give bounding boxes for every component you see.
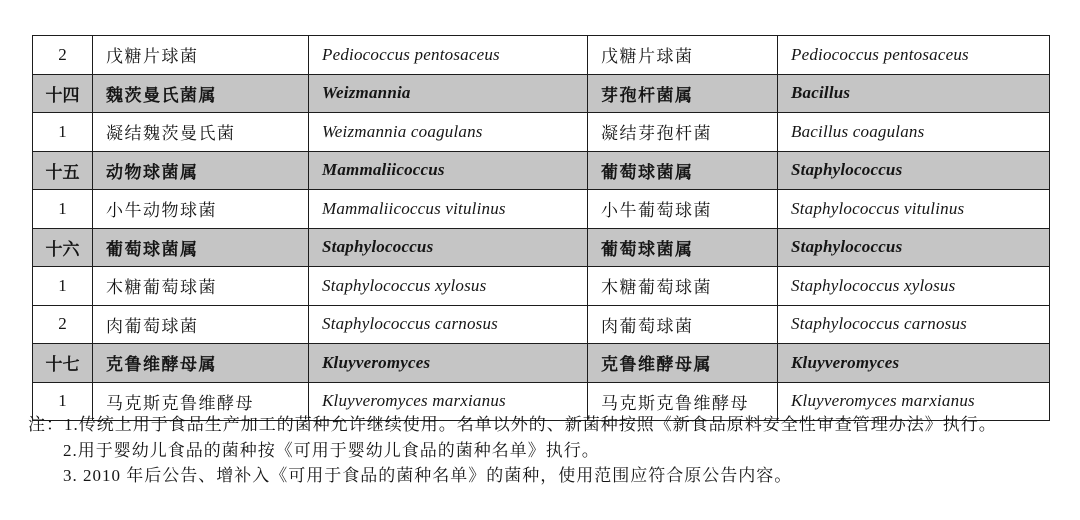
cell-latin-name-2: Staphylococcus xylosus (778, 267, 1050, 306)
cell-index: 2 (33, 36, 93, 75)
cell-index: 1 (33, 382, 93, 421)
cell-chinese-name-1: 木糖葡萄球菌 (93, 267, 309, 306)
cell-latin-name-2: Staphylococcus (778, 228, 1050, 267)
table-row (33, 267, 1050, 306)
cell-latin-name-1: Staphylococcus (309, 228, 588, 267)
cell-chinese-name-1: 小牛动物球菌 (93, 190, 309, 229)
cell-latin-name-2: Staphylococcus carnosus (778, 305, 1050, 344)
table-row (33, 344, 1050, 383)
cell-chinese-name-1: 凝结魏茨曼氏菌 (93, 113, 309, 152)
cell-latin-name-1: Mammaliicoccus vitulinus (309, 190, 588, 229)
species-table (32, 35, 1050, 421)
table-row (33, 190, 1050, 229)
cell-chinese-name-1: 动物球菌属 (93, 151, 309, 190)
cell-chinese-name-2: 葡萄球菌属 (588, 228, 778, 267)
cell-index: 1 (33, 267, 93, 306)
table-row (33, 113, 1050, 152)
cell-chinese-name-2: 芽孢杆菌属 (588, 74, 778, 113)
cell-latin-name-2: Pediococcus pentosaceus (778, 36, 1050, 75)
table-row (33, 36, 1050, 75)
footnote-2 (28, 438, 1058, 464)
cell-latin-name-1: Staphylococcus xylosus (309, 267, 588, 306)
cell-chinese-name-1: 肉葡萄球菌 (93, 305, 309, 344)
cell-chinese-name-2: 戊糖片球菌 (588, 36, 778, 75)
cell-index: 2 (33, 305, 93, 344)
cell-latin-name-2: Staphylococcus (778, 151, 1050, 190)
cell-latin-name-1: Kluyveromyces (309, 344, 588, 383)
footnotes (28, 412, 1058, 489)
footnote-3-text: 3. 2010 年后公告、增补入《可用于食品的菌种名单》的菌种，使用范围应符合原公告内容。 (63, 466, 793, 485)
footnote-1-text: 1.传统上用于食品生产加工的菌种允许继续使用。名单以外的、新菌种按照《新食品原料安全性审查管理办法》执行。 (64, 415, 997, 434)
cell-index: 十五 (33, 151, 93, 190)
table-row (33, 74, 1050, 113)
cell-chinese-name-2: 木糖葡萄球菌 (588, 267, 778, 306)
table-row (33, 151, 1050, 190)
cell-chinese-name-2: 小牛葡萄球菌 (588, 190, 778, 229)
footnote-3 (28, 463, 1058, 489)
cell-latin-name-1: Weizmannia (309, 74, 588, 113)
cell-latin-name-2: Kluyveromyces marxianus (778, 382, 1050, 421)
cell-chinese-name-2: 克鲁维酵母属 (588, 344, 778, 383)
species-table-body (33, 36, 1050, 421)
cell-latin-name-2: Bacillus coagulans (778, 113, 1050, 152)
footnote-label: 注： (28, 415, 64, 434)
cell-chinese-name-1: 葡萄球菌属 (93, 228, 309, 267)
cell-chinese-name-1: 马克斯克鲁维酵母 (93, 382, 309, 421)
cell-latin-name-1: Kluyveromyces marxianus (309, 382, 588, 421)
cell-latin-name-2: Bacillus (778, 74, 1050, 113)
cell-latin-name-1: Weizmannia coagulans (309, 113, 588, 152)
footnote-1 (28, 412, 1058, 438)
cell-chinese-name-2: 凝结芽孢杆菌 (588, 113, 778, 152)
cell-chinese-name-2: 肉葡萄球菌 (588, 305, 778, 344)
cell-chinese-name-1: 魏茨曼氏菌属 (93, 74, 309, 113)
cell-latin-name-1: Staphylococcus carnosus (309, 305, 588, 344)
cell-index: 1 (33, 113, 93, 152)
cell-latin-name-2: Staphylococcus vitulinus (778, 190, 1050, 229)
cell-index: 十七 (33, 344, 93, 383)
footnote-2-text: 2.用于婴幼儿食品的菌种按《可用于婴幼儿食品的菌种名单》执行。 (63, 440, 600, 460)
table-row (33, 305, 1050, 344)
cell-chinese-name-1: 克鲁维酵母属 (93, 344, 309, 383)
cell-chinese-name-2: 马克斯克鲁维酵母 (588, 382, 778, 421)
cell-latin-name-1: Mammaliicoccus (309, 151, 588, 190)
cell-latin-name-2: Kluyveromyces (778, 344, 1050, 383)
cell-index: 十四 (33, 74, 93, 113)
cell-chinese-name-2: 葡萄球菌属 (588, 151, 778, 190)
cell-chinese-name-1: 戊糖片球菌 (93, 36, 309, 75)
cell-index: 十六 (33, 228, 93, 267)
cell-latin-name-1: Pediococcus pentosaceus (309, 36, 588, 75)
cell-index: 1 (33, 190, 93, 229)
table-row (33, 228, 1050, 267)
